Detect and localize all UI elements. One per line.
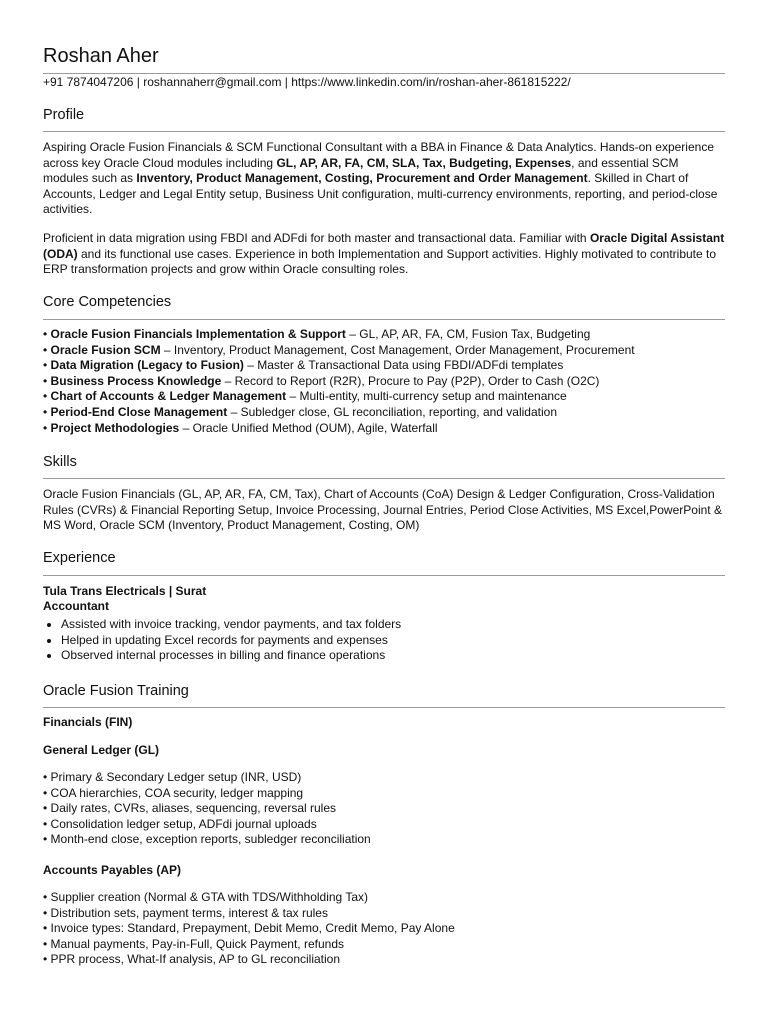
competency-title: Oracle Fusion SCM: [50, 342, 161, 357]
skills-heading: Skills: [43, 454, 77, 470]
experience-heading: Experience: [43, 550, 116, 566]
experience-item: • Observed internal processes in billing and finance operations: [61, 648, 743, 664]
text-run: Proficient in data migration using FBDI and ADFdi for both master and transactional data. Familiar with: [43, 231, 590, 245]
gl-subheading: General Ledger (GL): [43, 743, 160, 757]
competencies-list: [43, 327, 725, 436]
competency-item: [43, 389, 725, 405]
experience-item: • Helped in updating Excel records for payments and expenses: [61, 633, 743, 649]
experience-list: [43, 617, 743, 664]
text-run: and its functional use cases. Experience in both Implementation and Support activities. Highly motivated to contribute to ERP transformation projects and grow within Oracle consulting roles.: [43, 246, 717, 276]
competency-title: Business Process Knowledge: [50, 373, 222, 388]
text-run: Aspiring Oracle Fusion Financials & SCM Functional Consultant with a BBA in Finance & Data Analytics. Hands-on experience across key Oracle Cloud modules including: [43, 140, 714, 170]
profile-heading: Profile: [43, 107, 85, 123]
ap-item: • Supplier creation (Normal & GTA with TDS/Withholding Tax): [43, 890, 725, 906]
competency-detail: – Master & Transactional Data using FBDI/ADFdi templates: [243, 358, 564, 373]
gl-item: • Consolidation ledger setup, ADFdi journal uploads: [43, 817, 725, 833]
competency-detail: – Inventory, Product Management, Cost Management, Order Management, Procurement: [160, 342, 635, 357]
gl-item: • Month-end close, exception reports, subledger reconciliation: [43, 832, 725, 848]
competency-title: Chart of Accounts & Ledger Management: [50, 389, 287, 404]
gl-item: • COA hierarchies, COA security, ledger mapping: [43, 786, 725, 802]
profile-paragraph-1: [43, 140, 725, 218]
competency-item: [43, 343, 725, 359]
skills-text: Oracle Fusion Financials (GL, AP, AR, FA, CM, Tax), Chart of Accounts (CoA) Design & Ledger Configuration, Cross-Validation Rules (CVRs) & Financial Reporting Setup, Invoice Processing, Journal Entries, Period Close Activities, MS Excel,PowerPoint & MS Word, Oracle SCM (Inventory, Product Management, Costing, OM): [43, 487, 722, 532]
job-role: Accountant: [43, 599, 109, 613]
competency-item: [43, 374, 725, 390]
competency-detail: – Record to Report (R2R), Procure to Pay (P2P), Order to Cash (O2C): [221, 373, 600, 388]
text-run: , and essential SCM modules such as: [43, 155, 679, 185]
profile-paragraph-2: [43, 231, 725, 278]
training-heading: Oracle Fusion Training: [43, 683, 189, 699]
candidate-name: Roshan Aher: [43, 45, 159, 67]
competency-title: Period-End Close Management: [50, 404, 228, 419]
bold-text: Inventory, Product Management, Costing, Procurement and Order Management: [136, 171, 588, 185]
competency-item: [43, 421, 725, 437]
ap-item: • Manual payments, Pay-in-Full, Quick Payment, refunds: [43, 937, 725, 953]
competency-detail: – Multi-entity, multi-currency setup and maintenance: [286, 389, 567, 404]
competency-item: [43, 327, 725, 343]
experience-divider: [43, 575, 725, 576]
training-divider: [43, 707, 725, 708]
competency-detail: – Subledger close, GL reconciliation, reporting, and validation: [227, 404, 558, 419]
ap-item: • Invoice types: Standard, Prepayment, Debit Memo, Credit Memo, Pay Alone: [43, 921, 725, 937]
bold-text: GL, AP, AR, FA, CM, SLA, Tax, Budgeting, Expenses: [276, 155, 572, 170]
financials-subheading: Financials (FIN): [43, 715, 133, 729]
gl-item: • Daily rates, CVRs, aliases, sequencing, reversal rules: [43, 801, 725, 817]
bold-text: Oracle Digital Assistant (ODA): [43, 231, 725, 261]
competency-item: [43, 405, 725, 421]
skills-divider: [43, 478, 725, 479]
competency-item: [43, 358, 725, 374]
ap-item: • Distribution sets, payment terms, interest & tax rules: [43, 906, 725, 922]
gl-list: [43, 770, 725, 848]
contact-line: +91 7874047206 | roshannaherr@gmail.com | https://www.linkedin.com/in/roshan-aher-861815222/: [43, 75, 571, 89]
company-name: Tula Trans Electricals | Surat: [43, 584, 207, 598]
gl-item: • Primary & Secondary Ledger setup (INR, USD): [43, 770, 725, 786]
company-line: [43, 584, 206, 599]
competency-detail: – GL, AP, AR, FA, CM, Fusion Tax, Budgeting: [345, 327, 591, 341]
competencies-divider: [43, 319, 725, 320]
ap-item: • PPR process, What-If analysis, AP to GL reconciliation: [43, 952, 725, 968]
competency-title: Oracle Fusion Financials Implementation & Support: [50, 327, 346, 341]
ap-list: [43, 890, 725, 968]
profile-divider: [43, 131, 725, 132]
competency-title: Project Methodologies: [50, 420, 180, 435]
experience-item: • Assisted with invoice tracking, vendor payments, and tax folders: [61, 617, 743, 633]
text-run: . Skilled in Chart of Accounts, Ledger and Legal Entity setup, Business Unit configuration, multi-currency environments, reporting, and period-close activities.: [43, 171, 718, 216]
competency-title: Data Migration (Legacy to Fusion): [50, 358, 244, 373]
ap-subheading: Accounts Payables (AP): [43, 863, 182, 877]
competency-detail: – Oracle Unified Method (OUM), Agile, Waterfall: [179, 420, 438, 435]
competencies-heading: Core Competencies: [43, 294, 172, 310]
